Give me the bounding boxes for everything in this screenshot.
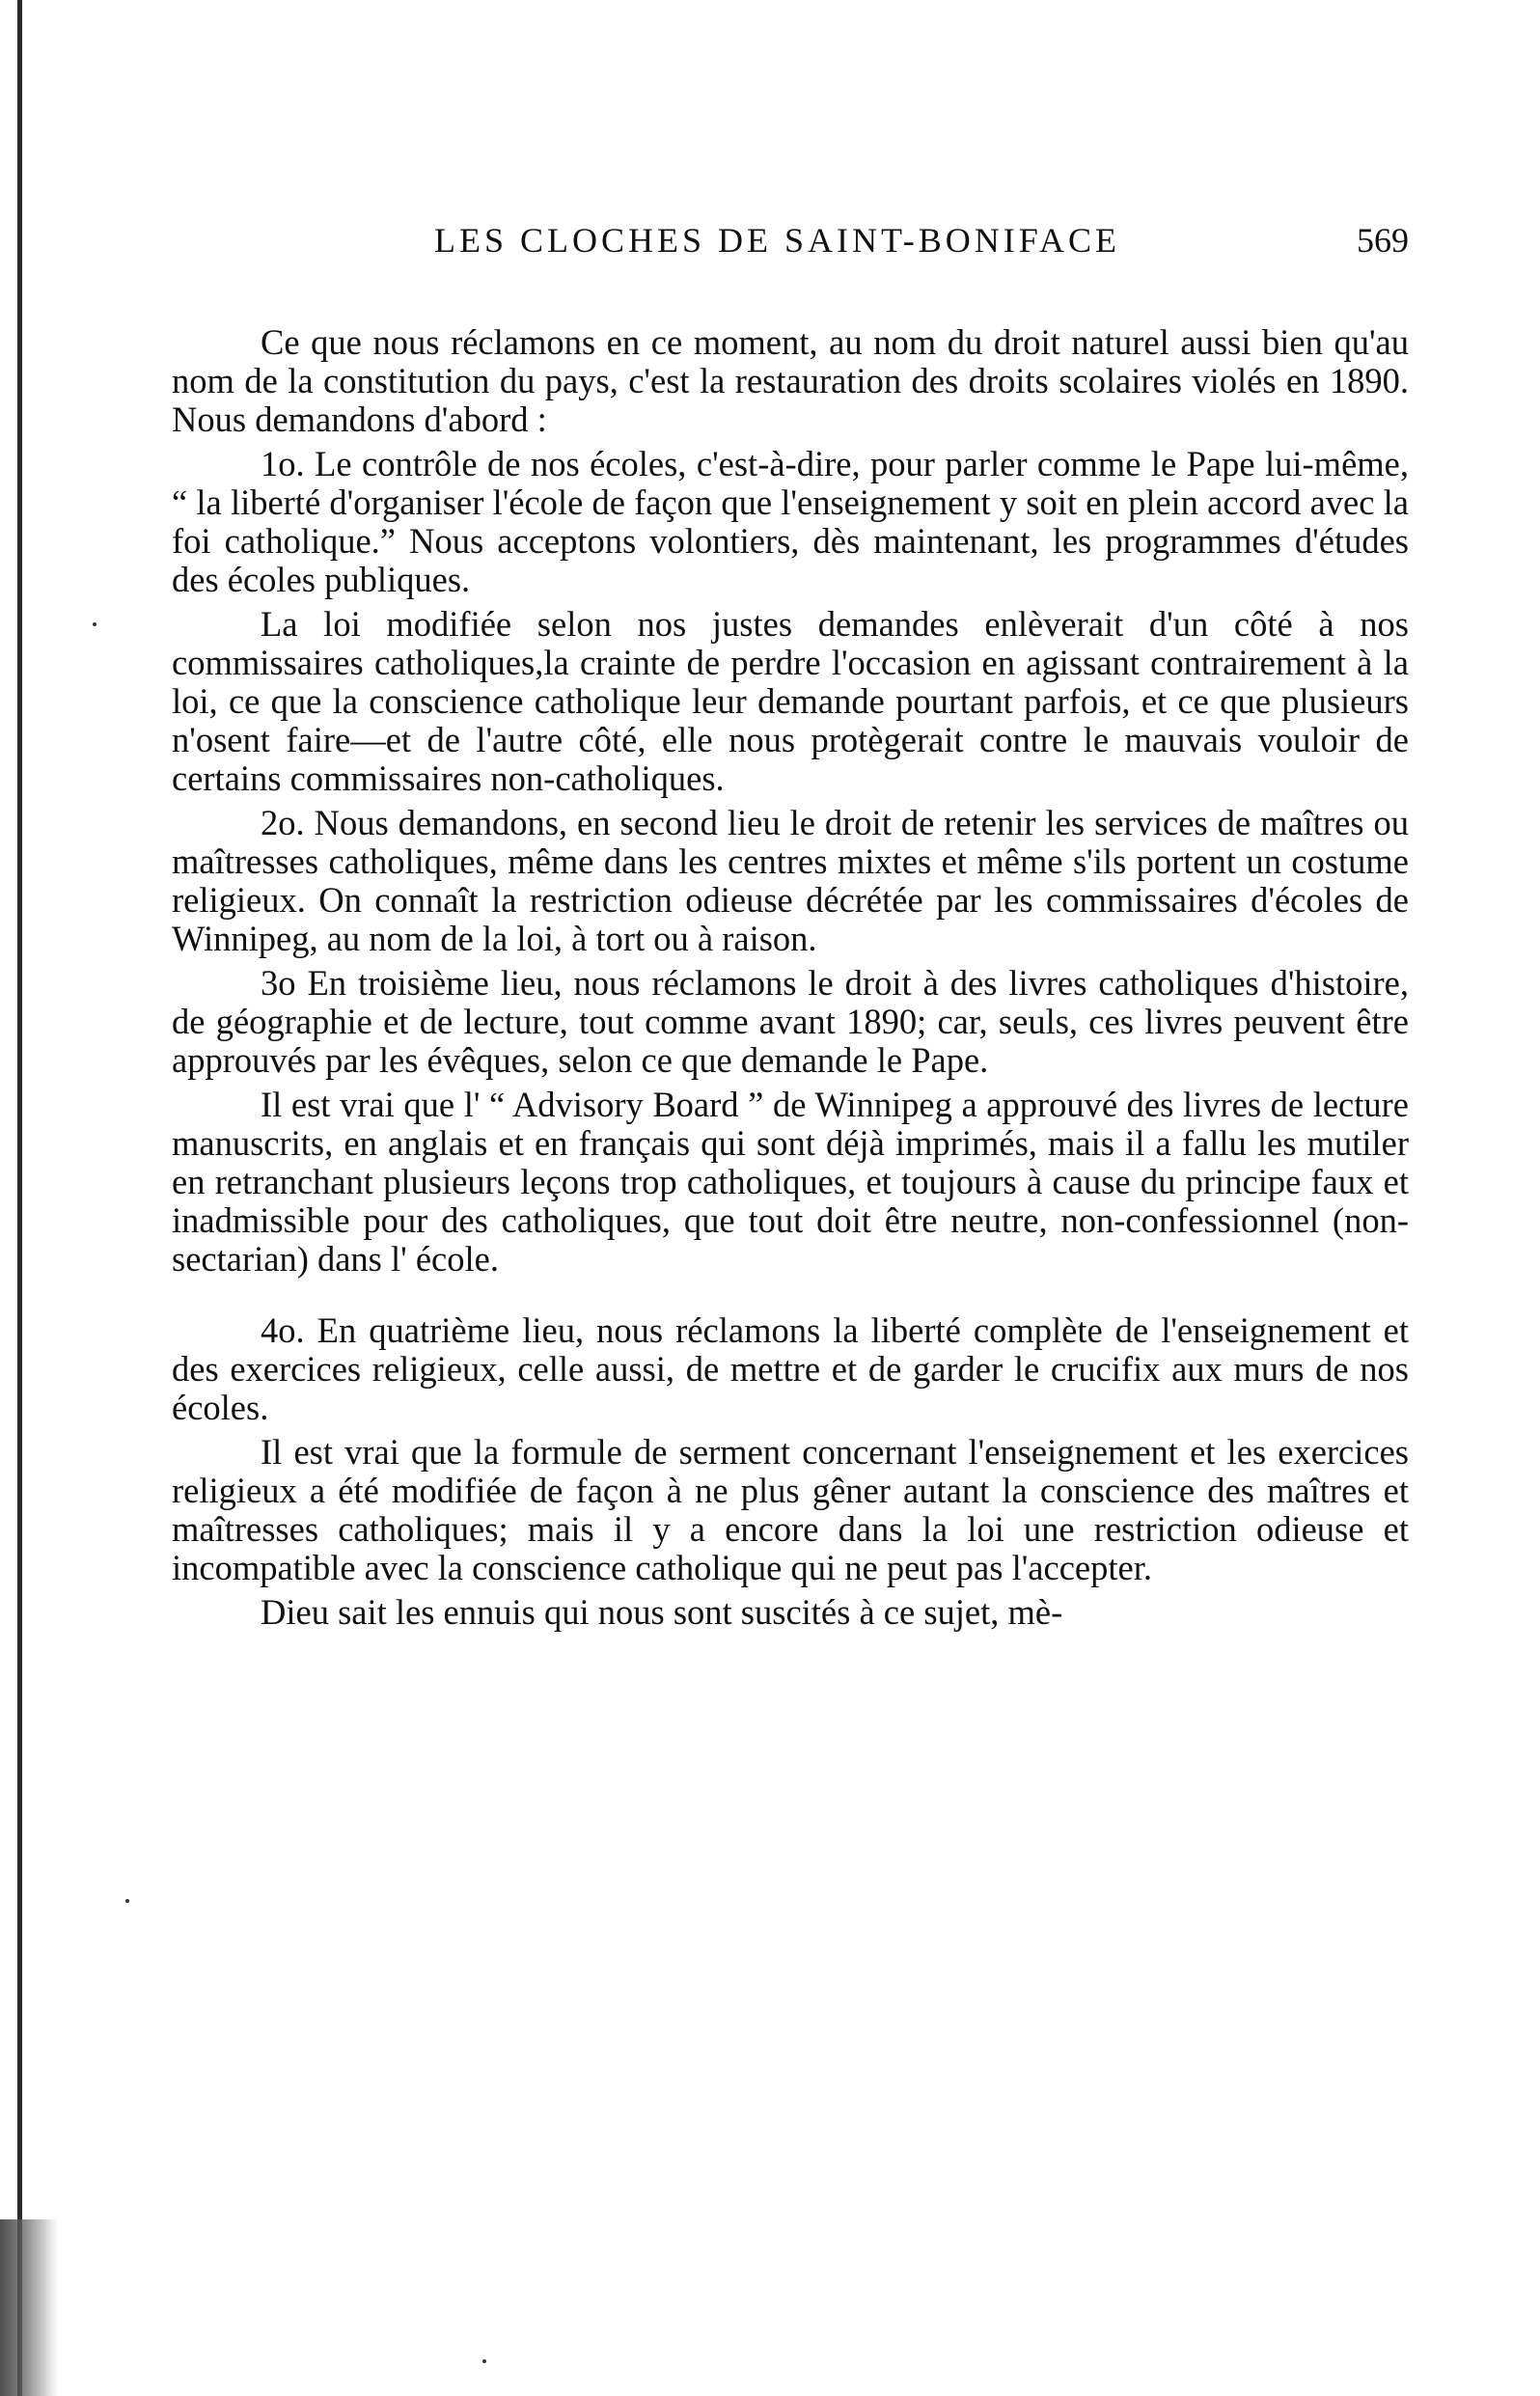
paragraph: La loi modifiée selon nos justes demandes enlèverait d'un côté à nos commissaires catholiques,la crainte de perdre l'occasion en agissant contrairement à la loi, ce que la conscience catholique leur demande pourtant parfois, et ce que plusieurs n'osent faire—et de l'autre côté, elle nous protègerait contre le mauvais vouloir de certains commissaires non-catholiques. <box>172 604 1409 798</box>
paragraph: 3o En troisième lieu, nous réclamons le droit à des livres catholiques d'histoire, de géographie et de lecture, tout comme avant 1890; car, seuls, ces livres peuvent être approuvés par les évêques, selon ce que demande le Pape. <box>172 963 1409 1080</box>
margin-speck <box>93 622 96 626</box>
margin-speck <box>482 2359 486 2363</box>
paragraph: 4o. En quatrième lieu, nous réclamons la liberté complète de l'enseignement et des exercices religieux, celle aussi, de mettre et de garder le crucifix aux murs de nos écoles. <box>172 1310 1409 1427</box>
paragraph: 2o. Nous demandons, en second lieu le droit de retenir les services de maîtres ou maîtresses catholiques, même dans les centres mixtes et même s'ils portent un costume religieux. On connaît la restriction odieuse décrétée par les commissaires d'écoles de Winnipeg, au nom de la loi, à tort ou à raison. <box>172 803 1409 958</box>
paragraph: Dieu sait les ennuis qui nous sont suscités à ce sujet, mè- <box>261 1592 1063 1632</box>
page-number: 569 <box>1357 221 1409 260</box>
running-head: LES CLOCHES DE SAINT-BONIFACE <box>434 221 1121 260</box>
margin-speck <box>125 1899 129 1903</box>
paragraph: Ce que nous réclamons en ce moment, au nom du droit naturel aussi bien qu'au nom de la constitution du pays, c'est la restauration des droits scolaires violés en 1890. Nous demandons d'abord : <box>172 322 1409 439</box>
spine-shadow <box>0 2219 58 2396</box>
page-header <box>174 220 1428 278</box>
paragraph: Il est vrai que l' “ Advisory Board ” de Winnipeg a approuvé des livres de lecture manuscrits, en anglais et en français qui sont déjà imprimés, mais il a fallu les mutiler en retranchant plusieurs leçons trop catholiques, et toujours à cause du principe faux et inadmissible pour des catholiques, que tout doit être neutre, non-confessionnel (non-sectarian) dans l' école. <box>172 1085 1409 1279</box>
paragraph: 1o. Le contrôle de nos écoles, c'est-à-dire, pour parler comme le Pape lui-même, “ la liberté d'organiser l'école de façon que l'enseignement y soit en plein accord avec la foi catholique.” Nous acceptons volontiers, dès maintenant, les programmes d'études des écoles publiques. <box>172 444 1409 599</box>
page-spine-edge <box>17 0 22 2396</box>
body-text <box>172 323 1409 1638</box>
paragraph: Il est vrai que la formule de serment concernant l'enseignement et les exercices religieux a été modifiée de façon à ne plus gêner autant la conscience des maîtres et maîtresses catholiques; mais il y a encore dans la loi une restriction odieuse et incompatible avec la conscience catholique qui ne peut pas l'accepter. <box>172 1432 1409 1587</box>
